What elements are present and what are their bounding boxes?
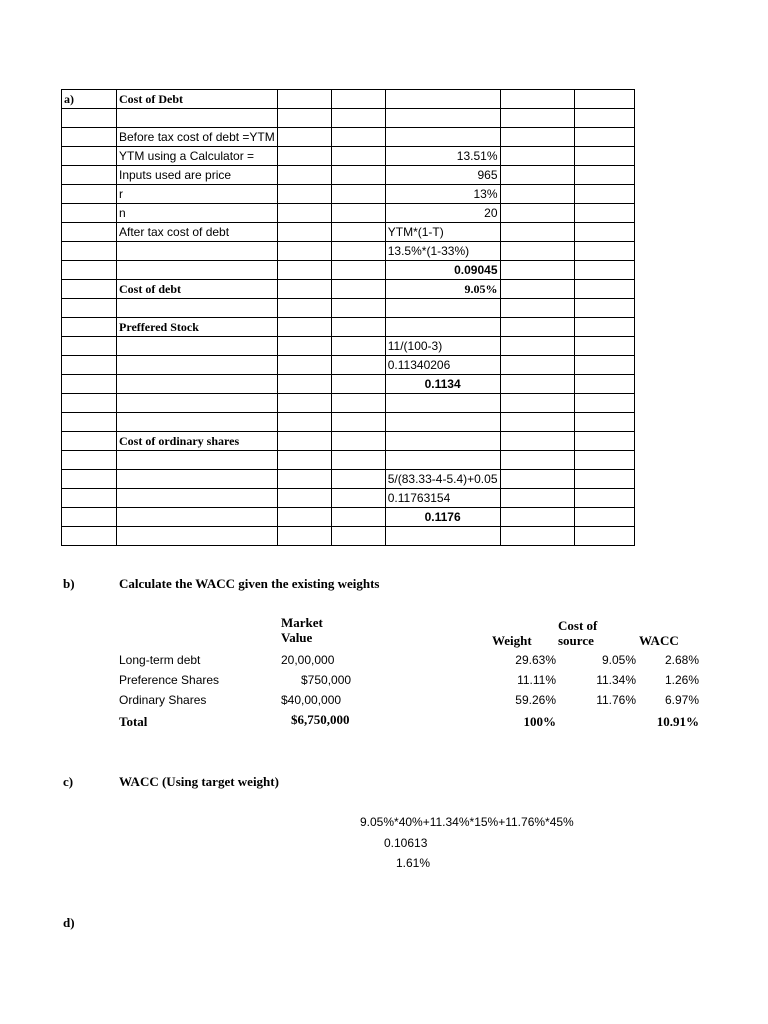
grid-cell [500, 451, 574, 470]
grid-cell [62, 299, 117, 318]
grid-cell [62, 166, 117, 185]
grid-cell [500, 242, 574, 261]
grid-cell [331, 185, 385, 204]
grid-cell [574, 489, 634, 508]
target-wacc-extra: 1.61% [396, 856, 431, 870]
row-label [117, 394, 278, 413]
grid-cell [62, 432, 117, 451]
target-wacc-formula: 9.05%*40%+11.34%*15%+11.76%*45% [360, 815, 574, 829]
row-value [385, 90, 500, 109]
grid-cell [331, 413, 385, 432]
weight-value: 11.11% [517, 673, 556, 687]
grid-row [62, 109, 635, 128]
grid-row [62, 489, 635, 508]
grid-row [62, 318, 635, 337]
wacc-header: WACC [639, 633, 679, 648]
grid-cell [331, 432, 385, 451]
row-label [117, 261, 278, 280]
grid-cell [500, 489, 574, 508]
grid-cell [62, 470, 117, 489]
grid-cell [500, 318, 574, 337]
grid-cell [331, 527, 385, 546]
grid-cell [62, 489, 117, 508]
grid-cell [574, 223, 634, 242]
grid-cell [62, 356, 117, 375]
row-value [385, 413, 500, 432]
row-label: Cost of debt [117, 280, 278, 299]
grid-cell [331, 337, 385, 356]
row-value: 0.09045 [385, 261, 500, 280]
grid-cell [500, 204, 574, 223]
row-label: Cost of Debt [117, 90, 278, 109]
row-value [385, 128, 500, 147]
grid-cell [574, 451, 634, 470]
grid-cell [277, 470, 331, 489]
grid-cell [500, 185, 574, 204]
market-value-header-2: Value [281, 630, 313, 645]
grid-cell [574, 261, 634, 280]
grid-cell [331, 489, 385, 508]
grid-cell [62, 394, 117, 413]
row-label [117, 375, 278, 394]
row-value: 0.11340206 [385, 356, 500, 375]
grid-cell [500, 375, 574, 394]
grid-cell [62, 185, 117, 204]
grid-cell [500, 527, 574, 546]
grid-cell [331, 299, 385, 318]
row-value: 9.05% [385, 280, 500, 299]
weight-value: 59.26% [515, 693, 556, 707]
grid-cell [62, 147, 117, 166]
grid-cell [62, 318, 117, 337]
row-value: 11/(100-3) [385, 337, 500, 356]
grid-cell [500, 280, 574, 299]
grid-cell [277, 185, 331, 204]
part-c-title: WACC (Using target weight) [119, 774, 279, 789]
grid-cell [277, 299, 331, 318]
grid-cell [500, 508, 574, 527]
grid-row [62, 90, 635, 109]
row-label: After tax cost of debt [117, 223, 278, 242]
grid-cell [277, 242, 331, 261]
weight-header: Weight [492, 633, 532, 648]
grid-cell [331, 109, 385, 128]
row-value: 965 [385, 166, 500, 185]
grid-cell [500, 147, 574, 166]
grid-cell [500, 90, 574, 109]
grid-cell [574, 470, 634, 489]
grid-cell [500, 470, 574, 489]
row-value [385, 432, 500, 451]
grid-cell [331, 223, 385, 242]
grid-row [62, 527, 635, 546]
grid-cell [574, 166, 634, 185]
row-label: r [117, 185, 278, 204]
row-label: Preffered Stock [117, 318, 278, 337]
grid-cell [574, 337, 634, 356]
wacc-value: 2.68% [664, 653, 699, 667]
row-label: n [117, 204, 278, 223]
grid-row [62, 185, 635, 204]
grid-cell [500, 337, 574, 356]
grid-cell [62, 223, 117, 242]
part-b-title: Calculate the WACC given the existing weights [119, 576, 380, 591]
grid-cell [62, 337, 117, 356]
row-label: Before tax cost of debt =YTM [117, 128, 278, 147]
grid-cell [574, 90, 634, 109]
grid-cell [574, 204, 634, 223]
row-value: 13.51% [385, 147, 500, 166]
grid-row [62, 508, 635, 527]
row-value: 13.5%*(1-33%) [385, 242, 500, 261]
total-market-value: $6,750,000 [291, 712, 350, 727]
source-name: Long-term debt [119, 653, 201, 667]
grid-cell [62, 527, 117, 546]
grid-row [62, 223, 635, 242]
target-wacc-result: 0.10613 [384, 836, 428, 850]
grid-cell [574, 413, 634, 432]
grid-cell [331, 261, 385, 280]
grid-cell [331, 470, 385, 489]
part-d-label: d) [63, 915, 75, 930]
part-a-label: a) [62, 90, 117, 109]
grid-cell [277, 90, 331, 109]
grid-row [62, 356, 635, 375]
grid-cell [62, 109, 117, 128]
total-wacc: 10.91% [656, 714, 699, 729]
source-name: Preference Shares [119, 673, 220, 687]
grid-cell [500, 109, 574, 128]
row-value: 0.11763154 [385, 489, 500, 508]
row-label [117, 337, 278, 356]
row-value: 20 [385, 204, 500, 223]
grid-cell [277, 204, 331, 223]
grid-row [62, 280, 635, 299]
row-label [117, 242, 278, 261]
grid-cell [277, 128, 331, 147]
grid-row [62, 242, 635, 261]
row-label [117, 470, 278, 489]
grid-cell [500, 166, 574, 185]
grid-cell [277, 261, 331, 280]
row-label [117, 413, 278, 432]
market-value-header-1: Market [281, 615, 323, 630]
row-label [117, 508, 278, 527]
grid-row [62, 128, 635, 147]
grid-cell [331, 451, 385, 470]
grid-cell [331, 204, 385, 223]
grid-cell [277, 147, 331, 166]
grid-row [62, 470, 635, 489]
row-value [385, 109, 500, 128]
grid-cell [500, 413, 574, 432]
grid-cell [277, 337, 331, 356]
grid-cell [331, 394, 385, 413]
part-c-label: c) [63, 774, 74, 789]
grid-cell [277, 394, 331, 413]
grid-cell [62, 508, 117, 527]
row-label [117, 451, 278, 470]
grid-row [62, 261, 635, 280]
grid-cell [62, 451, 117, 470]
grid-cell [500, 299, 574, 318]
grid-cell [331, 356, 385, 375]
cost-of-source-header-2: source [558, 633, 594, 648]
grid-cell [500, 128, 574, 147]
row-label [117, 356, 278, 375]
row-value [385, 451, 500, 470]
market-value: 20,00,000 [281, 653, 335, 667]
market-value: $750,000 [301, 673, 352, 687]
grid-cell [62, 413, 117, 432]
grid-cell [331, 166, 385, 185]
grid-cell [62, 204, 117, 223]
weight-value: 29.63% [515, 653, 556, 667]
row-value [385, 299, 500, 318]
grid-row [62, 413, 635, 432]
grid-cell [574, 318, 634, 337]
grid-row [62, 147, 635, 166]
grid-cell [62, 375, 117, 394]
total-weight: 100% [523, 714, 556, 729]
grid-cell [574, 394, 634, 413]
source-name: Ordinary Shares [119, 693, 207, 707]
grid-cell [62, 261, 117, 280]
row-value: 13% [385, 185, 500, 204]
grid-cell [277, 413, 331, 432]
grid-cell [574, 242, 634, 261]
row-value: 5/(83.33-4-5.4)+0.05 [385, 470, 500, 489]
grid-cell [331, 280, 385, 299]
row-label [117, 527, 278, 546]
grid-cell [500, 261, 574, 280]
grid-cell [331, 128, 385, 147]
cost-value: 9.05% [601, 653, 636, 667]
cost-of-capital-grid [61, 89, 635, 546]
grid-row [62, 394, 635, 413]
row-value: 0.1176 [385, 508, 500, 527]
grid-cell [331, 318, 385, 337]
grid-cell [574, 375, 634, 394]
row-value [385, 318, 500, 337]
wacc-value: 6.97% [664, 693, 699, 707]
row-label [117, 109, 278, 128]
grid-row [62, 375, 635, 394]
grid-row [62, 299, 635, 318]
grid-cell [62, 128, 117, 147]
grid-cell [277, 318, 331, 337]
grid-row [62, 451, 635, 470]
grid-cell [574, 299, 634, 318]
grid-cell [277, 280, 331, 299]
grid-cell [500, 356, 574, 375]
grid-cell [331, 375, 385, 394]
grid-cell [574, 147, 634, 166]
row-label [117, 489, 278, 508]
cost-value: 11.34% [596, 673, 636, 687]
row-value: YTM*(1-T) [385, 223, 500, 242]
row-label [117, 299, 278, 318]
grid-cell [574, 185, 634, 204]
wacc-value: 1.26% [664, 673, 699, 687]
grid-cell [500, 394, 574, 413]
grid-row [62, 432, 635, 451]
row-label: YTM using a Calculator = [117, 147, 278, 166]
grid-cell [574, 109, 634, 128]
row-label: Inputs used are price [117, 166, 278, 185]
grid-cell [277, 375, 331, 394]
grid-row [62, 204, 635, 223]
grid-cell [574, 527, 634, 546]
grid-cell [277, 432, 331, 451]
grid-cell [574, 280, 634, 299]
grid-cell [574, 356, 634, 375]
grid-cell [331, 90, 385, 109]
grid-cell [277, 451, 331, 470]
market-value: $40,00,000 [281, 693, 342, 707]
grid-cell [277, 527, 331, 546]
row-label: Cost of ordinary shares [117, 432, 278, 451]
grid-cell [331, 242, 385, 261]
grid-cell [62, 242, 117, 261]
grid-cell [277, 109, 331, 128]
grid-row [62, 337, 635, 356]
grid-cell [574, 432, 634, 451]
grid-cell [574, 508, 634, 527]
row-value: 0.1134 [385, 375, 500, 394]
grid-cell [277, 356, 331, 375]
grid-cell [277, 166, 331, 185]
total-label: Total [119, 714, 148, 729]
grid-cell [277, 223, 331, 242]
grid-row [62, 166, 635, 185]
grid-cell [331, 508, 385, 527]
grid-cell [277, 489, 331, 508]
cost-of-source-header-1: Cost of [558, 618, 598, 633]
grid-cell [500, 432, 574, 451]
row-value [385, 394, 500, 413]
part-b-label: b) [63, 576, 75, 591]
row-value [385, 527, 500, 546]
grid-cell [500, 223, 574, 242]
grid-cell [277, 508, 331, 527]
grid-cell [574, 128, 634, 147]
cost-value: 11.76% [596, 693, 636, 707]
grid-cell [62, 280, 117, 299]
grid-cell [331, 147, 385, 166]
